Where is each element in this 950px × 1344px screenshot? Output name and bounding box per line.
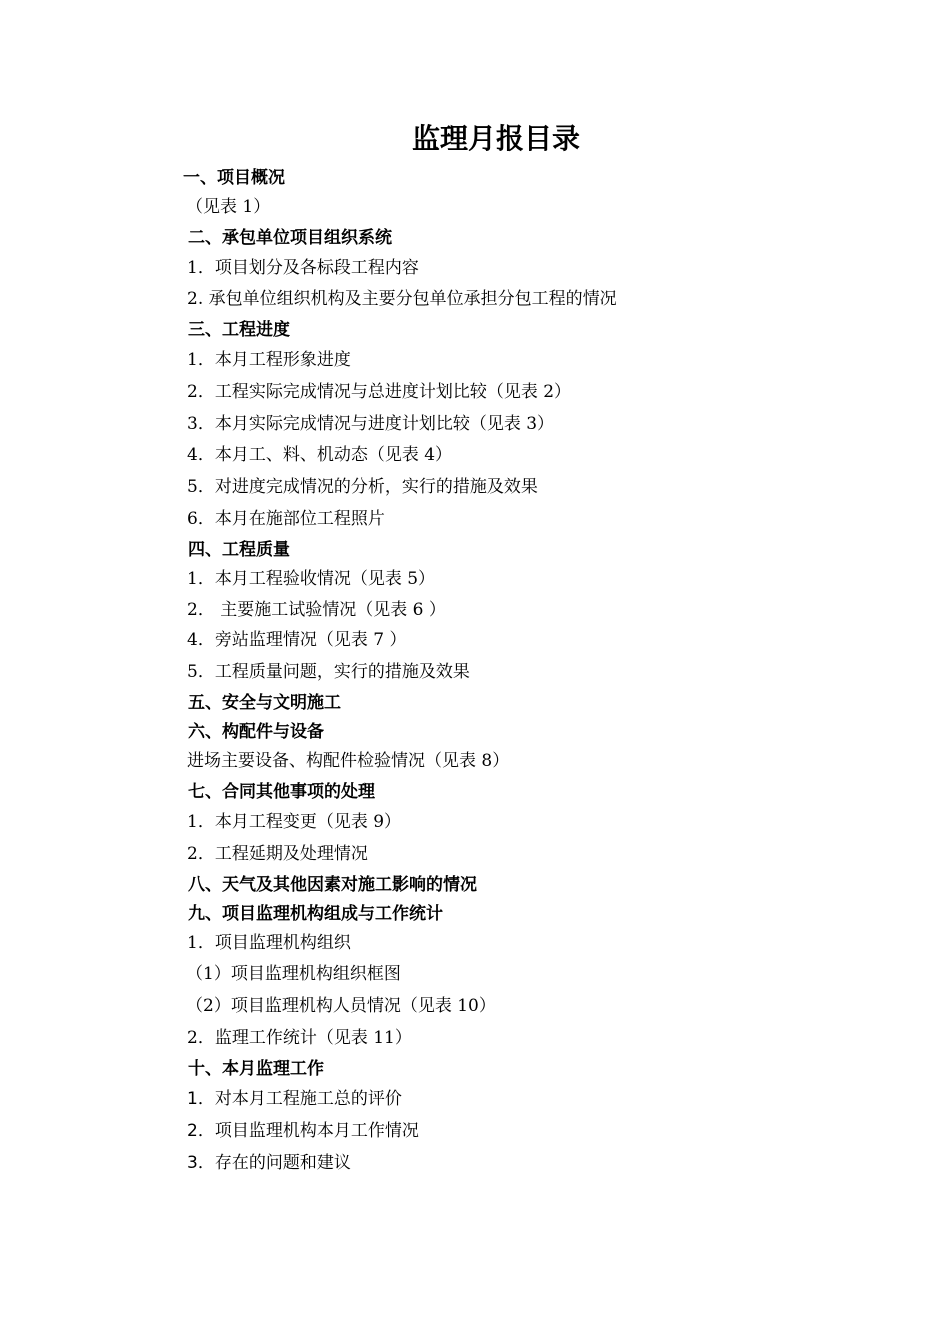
section-heading-1: 一、项目概况 (183, 168, 285, 188)
section-heading-2: 二、承包单位项目组织系统 (188, 228, 392, 248)
toc-item: 1．本月工程验收情况（见表 5） (187, 569, 436, 589)
toc-item: 1．本月工程形象进度 (187, 350, 351, 370)
section-heading-10: 十、本月监理工作 (188, 1059, 324, 1079)
toc-item: 4．旁站监理情况（见表 7 ） (187, 630, 407, 650)
toc-item: 3．本月实际完成情况与进度计划比较（见表 3） (187, 414, 555, 434)
toc-item: 1．对本月工程施工总的评价 (187, 1089, 402, 1109)
toc-item: 4．本月工、料、机动态（见表 4） (187, 445, 453, 465)
toc-item: （见表 1） (186, 197, 271, 217)
section-heading-8: 八、天气及其他因素对施工影响的情况 (188, 875, 477, 895)
toc-item: 2． 主要施工试验情况（见表 6 ） (187, 600, 446, 620)
page-title: 监理月报目录 (412, 122, 581, 155)
section-heading-4: 四、工程质量 (188, 540, 290, 560)
section-heading-7: 七、合同其他事项的处理 (188, 782, 375, 802)
toc-item: 6．本月在施部位工程照片 (187, 509, 385, 529)
toc-item: 2．工程延期及处理情况 (187, 844, 368, 864)
toc-item: （1）项目监理机构组织框图 (186, 964, 401, 984)
section-heading-9: 九、项目监理机构组成与工作统计 (188, 904, 443, 924)
toc-item: 5．对进度完成情况的分析，实行的措施及效果 (187, 477, 538, 497)
title-container (0, 119, 950, 159)
toc-item: 1．本月工程变更（见表 9） (187, 812, 402, 832)
section-heading-6: 六、构配件与设备 (188, 722, 324, 742)
toc-item: 2．监理工作统计（见表 11） (187, 1028, 412, 1048)
toc-item: （2）项目监理机构人员情况（见表 10） (186, 996, 496, 1016)
section-heading-3: 三、工程进度 (188, 320, 290, 340)
toc-item: 3．存在的问题和建议 (187, 1153, 351, 1173)
toc-item: 2．工程实际完成情况与总进度计划比较（见表 2） (187, 382, 572, 402)
toc-item: 进场主要设备、构配件检验情况（见表 8） (187, 751, 510, 771)
toc-item: 2. 承包单位组织机构及主要分包单位承担分包工程的情况 (187, 289, 617, 309)
toc-item: 2．项目监理机构本月工作情况 (187, 1121, 419, 1141)
toc-item: 5．工程质量问题，实行的措施及效果 (187, 662, 470, 682)
toc-item: 1．项目划分及各标段工程内容 (187, 258, 419, 278)
toc-item: 1．项目监理机构组织 (187, 933, 351, 953)
section-heading-5: 五、安全与文明施工 (188, 693, 341, 713)
